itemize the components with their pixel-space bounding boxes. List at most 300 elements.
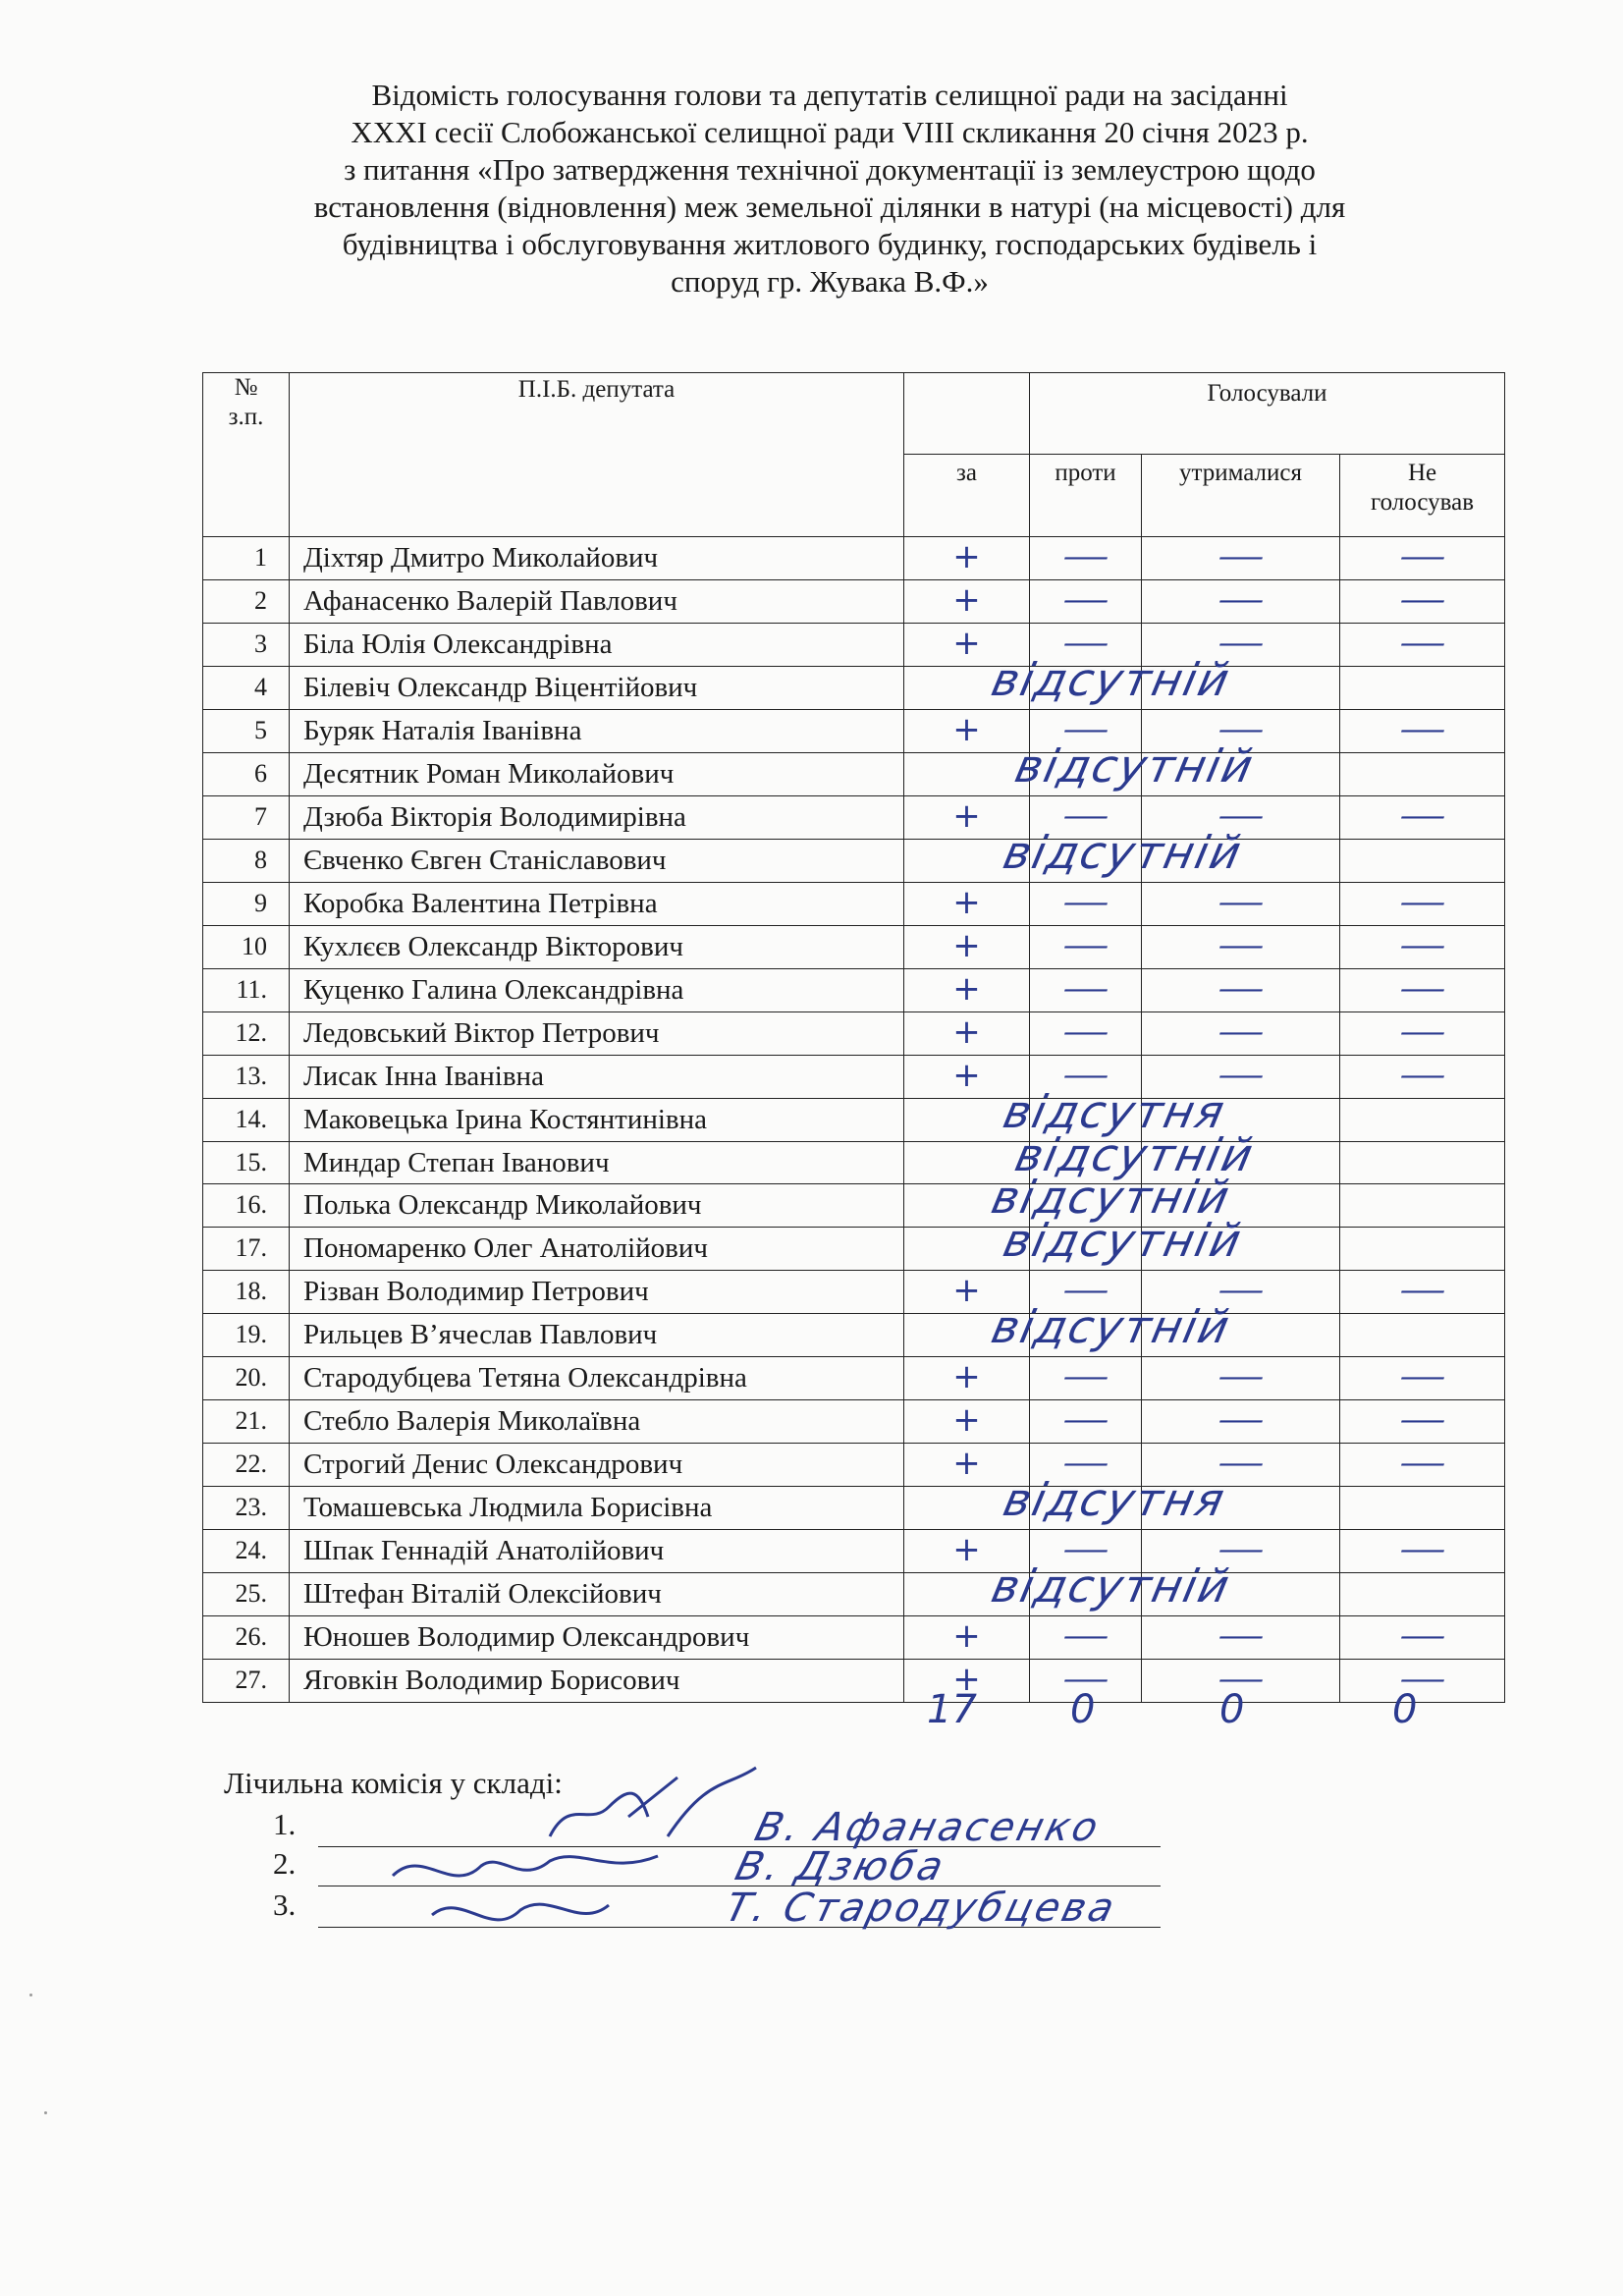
row-number: [203, 1659, 290, 1702]
header-voted: Голосували: [1030, 373, 1505, 455]
vote-utrymalysia-value: —: [1217, 798, 1265, 834]
row-number-value: 20.: [235, 1363, 267, 1393]
table-row: [203, 1314, 1505, 1357]
deputy-name-value: Юношев Володимир Олександрович: [303, 1620, 750, 1653]
absent-mark: відсутній: [1010, 1127, 1260, 1181]
vote-utrymalysia-value: —: [1217, 971, 1265, 1007]
commission-item-number: 1.: [273, 1807, 297, 1841]
paper-speck: [44, 2111, 47, 2114]
table-row: [203, 709, 1505, 752]
row-number-value: 6: [254, 758, 267, 788]
row-number-value: 15.: [235, 1147, 267, 1176]
table-row: [203, 1400, 1505, 1444]
vote-ne-holosuvav: [1340, 624, 1505, 667]
vote-utrymalysia-value: —: [1217, 540, 1265, 574]
deputy-name: [290, 1487, 904, 1530]
deputy-name-value: Строгий Денис Олександрович: [303, 1449, 683, 1481]
vote-ne-holosuvav: [1340, 1444, 1505, 1487]
row-number: [203, 1314, 290, 1357]
vote-proty-value: —: [1061, 798, 1109, 834]
vote-ne-holosuvav: [1340, 1659, 1505, 1702]
deputy-name-value: Стебло Валерія Миколаївна: [303, 1405, 641, 1438]
vote-ne-holosuvav: [1340, 537, 1505, 580]
vote-ne-holosuvav-value: —: [1398, 1274, 1446, 1309]
vote-za: [904, 738, 1260, 795]
vote-za: [904, 882, 1030, 925]
vote-za: [904, 1615, 1030, 1659]
deputy-name-value: Пономаренко Олег Анатолійович: [303, 1232, 708, 1265]
vote-proty-value: —: [1061, 1058, 1109, 1093]
deputy-name-value: Ледовський Віктор Петрович: [303, 1016, 660, 1049]
table-row: [203, 1573, 1505, 1616]
vote-proty: [1030, 1400, 1142, 1444]
vote-ne-holosuvav: [1340, 1098, 1505, 1141]
row-number-value: 27.: [235, 1665, 267, 1694]
row-number-value: 9: [254, 888, 267, 917]
vote-za: [904, 1357, 1030, 1400]
table-row: [203, 795, 1505, 839]
header-number: № з.п.: [203, 373, 290, 537]
deputy-name: [290, 537, 904, 580]
vote-za-value: +: [952, 1400, 981, 1441]
vote-proty-value: —: [1061, 1274, 1109, 1309]
vote-za-value: +: [952, 1357, 981, 1397]
vote-za-value: +: [952, 1444, 981, 1484]
row-number: [203, 968, 290, 1011]
vote-ne-holosuvav: [1340, 1314, 1505, 1357]
deputy-name: [290, 1055, 904, 1098]
vote-ne-holosuvav: [1340, 1055, 1505, 1098]
vote-ne-holosuvav: [1340, 1573, 1505, 1616]
table-row: [203, 1011, 1505, 1055]
row-number-value: 11.: [236, 974, 267, 1004]
vote-utrymalysia: [1142, 667, 1340, 710]
row-number-value: 10: [242, 931, 267, 960]
header-utrymalysia: утрималися: [1142, 455, 1340, 537]
header-name: П.І.Б. депутата: [290, 373, 904, 537]
vote-za-value: +: [952, 968, 981, 1009]
deputy-name-value: Яговкін Володимир Борисович: [303, 1664, 680, 1696]
vote-ne-holosuvav: [1340, 709, 1505, 752]
vote-ne-holosuvav-value: —: [1398, 1533, 1446, 1568]
absent-mark: відсутня: [999, 1084, 1231, 1138]
vote-ne-holosuvav-value: —: [1398, 1447, 1446, 1482]
row-number-value: 4: [254, 673, 267, 701]
row-number: [203, 1011, 290, 1055]
vote-za: [904, 709, 1030, 752]
commission-item-number: 3.: [273, 1887, 297, 1922]
vote-utrymalysia: [1142, 1314, 1340, 1357]
vote-proty: [1030, 537, 1142, 580]
vote-za: [904, 653, 1236, 710]
deputy-name: [290, 1228, 904, 1271]
table-row: [203, 1444, 1505, 1487]
vote-utrymalysia-value: —: [1217, 1447, 1265, 1482]
vote-proty: [1030, 925, 1142, 968]
vote-utrymalysia-value: —: [1217, 885, 1265, 920]
row-number-value: 3: [254, 629, 267, 658]
table-row: [203, 580, 1505, 624]
vote-za-value: +: [952, 1011, 981, 1052]
table-row: [203, 1357, 1505, 1400]
vote-utrymalysia-value: —: [1217, 1014, 1265, 1050]
row-number-value: 8: [254, 845, 267, 874]
deputy-name-value: Кухлєєв Олександр Вікторович: [303, 930, 683, 962]
deputy-name: [290, 968, 904, 1011]
row-number: [203, 709, 290, 752]
total-za: 17: [927, 1687, 977, 1732]
vote-ne-holosuvav: [1340, 1530, 1505, 1573]
deputy-name-value: Лисак Інна Іванівна: [303, 1060, 544, 1092]
vote-ne-holosuvav: [1340, 1487, 1505, 1530]
vote-ne-holosuvav-value: —: [1398, 928, 1446, 963]
absent-mark: відсутній: [1010, 738, 1260, 793]
voting-table: [202, 372, 1505, 1703]
vote-proty-value: —: [1061, 627, 1109, 661]
row-number: [203, 1444, 290, 1487]
row-number: [203, 1271, 290, 1314]
deputy-name-value: Шпак Геннадій Анатолійович: [303, 1535, 665, 1567]
commission-item-number: 2.: [273, 1846, 297, 1881]
deputy-name: [290, 1444, 904, 1487]
row-number-value: 16.: [235, 1190, 267, 1220]
vote-ne-holosuvav: [1340, 1184, 1505, 1228]
deputy-name-value: Дзюба Вікторія Володимирівна: [303, 800, 686, 833]
absent-mark: відсутній: [987, 1300, 1236, 1354]
row-number-value: 13.: [235, 1061, 267, 1090]
vote-proty-value: —: [1061, 1533, 1109, 1568]
deputy-name: [290, 1573, 904, 1616]
row-number: [203, 1530, 290, 1573]
vote-utrymalysia-value: —: [1217, 712, 1265, 747]
vote-proty: [1030, 839, 1142, 882]
vote-ne-holosuvav: [1340, 752, 1505, 795]
deputy-name-value: Куценко Галина Олександрівна: [303, 973, 684, 1006]
vote-proty-value: —: [1061, 540, 1109, 574]
row-number: [203, 925, 290, 968]
absent-mark: відсутня: [999, 1473, 1231, 1527]
row-number-value: 24.: [235, 1536, 267, 1565]
vote-utrymalysia-value: —: [1217, 1274, 1265, 1309]
vote-za-value: +: [952, 580, 981, 620]
vote-utrymalysia: [1142, 1573, 1340, 1616]
vote-ne-holosuvav: [1340, 968, 1505, 1011]
deputy-name: [290, 1011, 904, 1055]
vote-utrymalysia-value: —: [1217, 583, 1265, 618]
vote-proty: [1030, 752, 1142, 795]
vote-proty-value: —: [1061, 885, 1109, 920]
row-number-value: 22.: [235, 1449, 267, 1479]
row-number: [203, 839, 290, 882]
deputy-name: [290, 1659, 904, 1702]
signed-name-3: Т. Стародубцева: [721, 1886, 1122, 1931]
vote-ne-holosuvav: [1340, 1357, 1505, 1400]
row-number: [203, 1400, 290, 1444]
deputy-name-value: Стародубцева Тетяна Олександрівна: [303, 1362, 747, 1394]
table-row: [203, 1487, 1505, 1530]
deputy-name-value: Маковецька Ірина Костянтинівна: [303, 1103, 707, 1135]
row-number: [203, 1573, 290, 1616]
row-number: [203, 1098, 290, 1141]
vote-proty: [1030, 1615, 1142, 1659]
row-number-value: 25.: [235, 1579, 267, 1609]
vote-ne-holosuvav: [1340, 1615, 1505, 1659]
vote-utrymalysia: [1142, 1357, 1340, 1400]
table-row: [203, 925, 1505, 968]
vote-utrymalysia-value: —: [1217, 627, 1265, 661]
vote-za: [904, 1011, 1030, 1055]
vote-proty-value: —: [1061, 1447, 1109, 1482]
vote-utrymalysia-value: —: [1217, 928, 1265, 963]
row-number-value: 14.: [235, 1104, 267, 1133]
deputy-name-value: Штефан Віталій Олексійович: [303, 1578, 662, 1611]
vote-ne-holosuvav-value: —: [1398, 885, 1446, 920]
table-row: [203, 1659, 1505, 1702]
deputy-name: [290, 624, 904, 667]
header-proty: проти: [1030, 455, 1142, 537]
row-number-value: 21.: [235, 1406, 267, 1436]
vote-utrymalysia: [1142, 882, 1340, 925]
commission-label: Лічильна комісія у складі:: [224, 1766, 563, 1800]
header-empty-cell: [904, 373, 1030, 455]
vote-ne-holosuvav: [1340, 839, 1505, 882]
vote-proty: [1030, 1228, 1142, 1271]
row-number: [203, 882, 290, 925]
vote-utrymalysia-value: —: [1217, 1058, 1265, 1093]
vote-ne-holosuvav-value: —: [1398, 583, 1446, 618]
deputy-name-value: Томашевська Людмила Борисівна: [303, 1492, 713, 1524]
vote-proty: [1030, 580, 1142, 624]
deputy-name: [290, 925, 904, 968]
vote-ne-holosuvav: [1340, 925, 1505, 968]
deputy-name-value: Євченко Євген Станіславович: [303, 844, 667, 876]
row-number: [203, 667, 290, 710]
title-line: споруд гр. Жувака В.Ф.»: [671, 264, 989, 299]
table-row: [203, 1271, 1505, 1314]
table-row: [203, 1055, 1505, 1098]
absent-mark: відсутній: [999, 1214, 1248, 1268]
table-row: [203, 667, 1505, 710]
vote-utrymalysia: [1142, 968, 1340, 1011]
table-row: [203, 624, 1505, 667]
deputy-name: [290, 1141, 904, 1184]
vote-za-value: +: [952, 1659, 981, 1699]
table-row: [203, 1228, 1505, 1271]
title-line: з питання «Про затвердження технічної документації із землеустрою щодо: [344, 152, 1316, 187]
vote-za: [904, 825, 1248, 882]
vote-za: [904, 1214, 1248, 1271]
row-number-value: 19.: [235, 1320, 267, 1349]
title-line: Відомість голосування голови та депутатів селищної ради на засіданні: [371, 78, 1288, 112]
table-row: [203, 839, 1505, 882]
absent-mark: відсутній: [999, 825, 1248, 879]
vote-utrymalysia-value: —: [1217, 1360, 1265, 1395]
vote-utrymalysia: [1142, 537, 1340, 580]
deputy-name-value: Рильцев В’ячеслав Павлович: [303, 1319, 658, 1351]
signed-name-2: В. Дзюба: [730, 1844, 950, 1889]
row-number: [203, 624, 290, 667]
vote-utrymalysia: [1142, 839, 1340, 882]
vote-ne-holosuvav: [1340, 1228, 1505, 1271]
row-number: [203, 1228, 290, 1271]
total-proty: 0: [1070, 1687, 1096, 1732]
vote-ne-holosuvav: [1340, 1400, 1505, 1444]
total-ne-holosuvav: 0: [1392, 1687, 1418, 1732]
vote-proty-value: —: [1061, 1014, 1109, 1050]
deputy-name-value: Різван Володимир Петрович: [303, 1276, 649, 1308]
table-row: [203, 537, 1505, 580]
vote-proty: [1030, 1573, 1142, 1616]
vote-proty-value: —: [1061, 1403, 1109, 1439]
vote-utrymalysia: [1142, 752, 1340, 795]
vote-za: [904, 925, 1030, 968]
title-line: встановлення (відновлення) меж земельної ділянки в натурі (на місцевості) для: [313, 190, 1346, 224]
vote-za: [904, 580, 1030, 624]
vote-proty: [1030, 1487, 1142, 1530]
document-title: [177, 77, 1483, 301]
row-number-value: 7: [254, 801, 267, 831]
deputy-name: [290, 795, 904, 839]
deputy-name: [290, 1530, 904, 1573]
vote-ne-holosuvav: [1340, 580, 1505, 624]
vote-za-value: +: [952, 1055, 981, 1095]
absent-mark: відсутній: [987, 1171, 1236, 1225]
row-number-value: 26.: [235, 1621, 267, 1651]
vote-ne-holosuvav: [1340, 667, 1505, 710]
vote-ne-holosuvav: [1340, 882, 1505, 925]
table-row: [203, 1530, 1505, 1573]
vote-ne-holosuvav-value: —: [1398, 971, 1446, 1007]
row-number-value: 12.: [235, 1017, 267, 1047]
vote-za-value: +: [952, 795, 981, 836]
deputy-name: [290, 752, 904, 795]
deputy-name-value: Біла Юлія Олександрівна: [303, 629, 613, 660]
row-number-value: 18.: [235, 1277, 267, 1306]
row-number: [203, 1615, 290, 1659]
vote-za: [904, 1400, 1030, 1444]
deputy-name-value: Афанасенко Валерій Павлович: [303, 585, 677, 617]
row-number-value: 2: [254, 586, 267, 615]
vote-za-value: +: [952, 709, 981, 749]
vote-ne-holosuvav-value: —: [1398, 1403, 1446, 1439]
deputy-name-value: Діхтяр Дмитро Миколайович: [303, 542, 659, 574]
deputy-name: [290, 1400, 904, 1444]
deputy-name: [290, 1184, 904, 1228]
vote-ne-holosuvav-value: —: [1398, 1662, 1446, 1697]
row-number: [203, 1141, 290, 1184]
vote-za-value: +: [952, 1271, 981, 1311]
title-line: XXXI сесії Слобожанської селищної ради VIII скликання 20 січня 2023 р.: [351, 115, 1309, 149]
vote-ne-holosuvav-value: —: [1398, 540, 1446, 574]
deputy-name: [290, 1098, 904, 1141]
title-line: будівництва і обслуговування житлового будинку, господарських будівель і: [342, 227, 1318, 261]
header-za: за: [904, 455, 1030, 537]
vote-za-value: +: [952, 537, 981, 576]
vote-ne-holosuvav-value: —: [1398, 798, 1446, 834]
vote-utrymalysia-value: —: [1217, 1618, 1265, 1654]
vote-ne-holosuvav-value: —: [1398, 712, 1446, 747]
vote-ne-holosuvav-value: —: [1398, 1058, 1446, 1093]
vote-proty: [1030, 1357, 1142, 1400]
vote-utrymalysia: [1142, 580, 1340, 624]
row-number: [203, 795, 290, 839]
vote-ne-holosuvav-value: —: [1398, 1618, 1446, 1654]
row-number: [203, 1055, 290, 1098]
paper-speck: [29, 1994, 32, 1996]
deputy-name: [290, 839, 904, 882]
deputy-name: [290, 1314, 904, 1357]
deputy-name: [290, 1271, 904, 1314]
vote-ne-holosuvav: [1340, 1271, 1505, 1314]
row-number-value: 1: [254, 543, 267, 572]
row-number: [203, 537, 290, 580]
vote-za-value: +: [952, 624, 981, 663]
vote-utrymalysia: [1142, 1487, 1340, 1530]
vote-utrymalysia: [1142, 1615, 1340, 1659]
vote-za-value: +: [952, 925, 981, 965]
deputy-name-value: Полька Олександр Миколайович: [303, 1189, 702, 1222]
vote-utrymalysia: [1142, 1400, 1340, 1444]
signed-name-1: В. Афанасенко: [750, 1805, 1106, 1850]
row-number-value: 17.: [235, 1233, 267, 1263]
total-utrymalysia: 0: [1219, 1687, 1245, 1732]
vote-proty-value: —: [1061, 1662, 1109, 1697]
table-row: [203, 1615, 1505, 1659]
vote-utrymalysia-value: —: [1217, 1533, 1265, 1568]
vote-ne-holosuvav-value: —: [1398, 627, 1446, 661]
signature-scribble-3: [422, 1886, 619, 1954]
vote-ne-holosuvav-value: —: [1398, 1360, 1446, 1395]
vote-ne-holosuvav: [1340, 795, 1505, 839]
row-number: [203, 752, 290, 795]
vote-za-value: +: [952, 1530, 981, 1570]
vote-proty-value: —: [1061, 1360, 1109, 1395]
vote-za: [904, 1473, 1231, 1530]
vote-proty-value: —: [1061, 1618, 1109, 1654]
vote-za-value: +: [952, 1615, 981, 1656]
deputy-name-value: Десятник Роман Миколайович: [303, 757, 675, 790]
table-row: [203, 1141, 1505, 1184]
deputy-name: [290, 1357, 904, 1400]
header-ne-holosuvav: Не голосував: [1340, 455, 1505, 537]
table-row: [203, 1098, 1505, 1141]
row-number: [203, 1184, 290, 1228]
vote-proty: [1030, 667, 1142, 710]
vote-za: [904, 1559, 1236, 1616]
vote-za-value: +: [952, 882, 981, 922]
vote-za: [904, 1084, 1231, 1141]
vote-ne-holosuvav: [1340, 1141, 1505, 1184]
table-row: [203, 968, 1505, 1011]
vote-proty-value: —: [1061, 583, 1109, 618]
deputy-name: [290, 667, 904, 710]
vote-proty-value: —: [1061, 712, 1109, 747]
table-row: [203, 752, 1505, 795]
row-number: [203, 1357, 290, 1400]
deputy-name: [290, 882, 904, 925]
deputy-name-value: Буряк Наталія Іванівна: [303, 714, 582, 746]
vote-utrymalysia: [1142, 1011, 1340, 1055]
deputy-name-value: Коробка Валентина Петрівна: [303, 887, 658, 919]
vote-utrymalysia-value: —: [1217, 1662, 1265, 1697]
absent-mark: відсутній: [987, 653, 1236, 706]
absent-mark: відсутній: [987, 1559, 1236, 1613]
row-number: [203, 580, 290, 624]
deputy-name: [290, 580, 904, 624]
row-number-value: 23.: [235, 1493, 267, 1522]
table-body: [203, 537, 1505, 1703]
vote-za: [904, 537, 1030, 580]
